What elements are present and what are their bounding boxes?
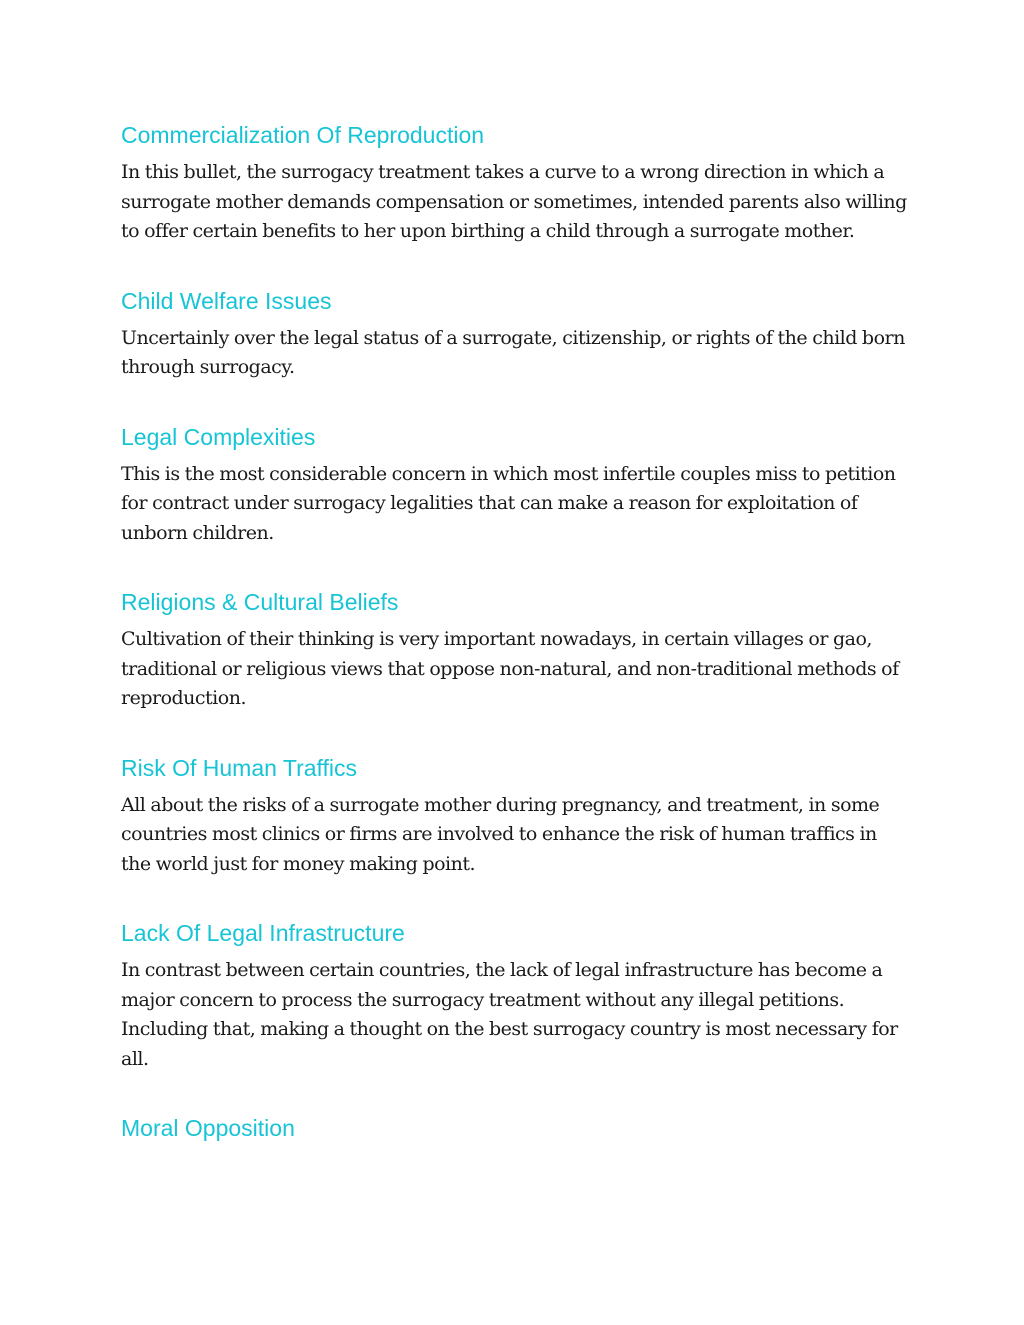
section-legal-infrastructure [121,917,911,1074]
section-heading: Commercialization Of Reproduction [121,122,485,148]
section-heading: Child Welfare Issues [121,287,332,314]
section-body: All about the risks of a surrogate mother during pregnancy, and treatment, in some countries most clinics or firms are involved to enhance the risk of human traffics in the world just for money making point. [121,793,880,875]
section-moral-opposition [121,1112,911,1144]
section-body: Uncertainly over the legal status of a surrogate, citizenship, or rights of the child born through surrogacy. [121,326,905,378]
section-legal-complexities [121,421,911,549]
section-child-welfare [121,285,911,383]
section-body: This is the most considerable concern in which most infertile couples miss to petition for contract under surrogacy legalities that can make a reason for exploitation of unborn children. [121,462,896,544]
section-religions-cultural [121,586,911,714]
section-commercialization [121,119,911,247]
section-heading: Legal Complexities [121,423,316,450]
section-body: In this bullet, the surrogacy treatment takes a curve to a wrong direction in which a surrogate mother demands compensation or sometimes, intended parents also willing to offer certain benefits to her upon birthing a child through a surrogate mother. [121,161,907,242]
section-heading: Risk Of Human Traffics [121,754,358,781]
section-body: Cultivation of their thinking is very important nowadays, in certain villages or gao, traditional or religious views that oppose non-natural, and non-traditional methods of reproduction. [121,628,899,709]
section-heading: Religions & Cultural Beliefs [121,589,399,615]
section-heading: Moral Opposition [121,1115,295,1141]
document-page [121,119,911,1182]
section-heading: Lack Of Legal Infrastructure [121,920,405,946]
section-body: In contrast between certain countries, the lack of legal infrastructure has become a major concern to process the surrogacy treatment without any illegal petitions. Including that, making a thought on the best surrogacy country is most necessary for all. [121,959,898,1070]
section-human-traffics [121,752,911,880]
